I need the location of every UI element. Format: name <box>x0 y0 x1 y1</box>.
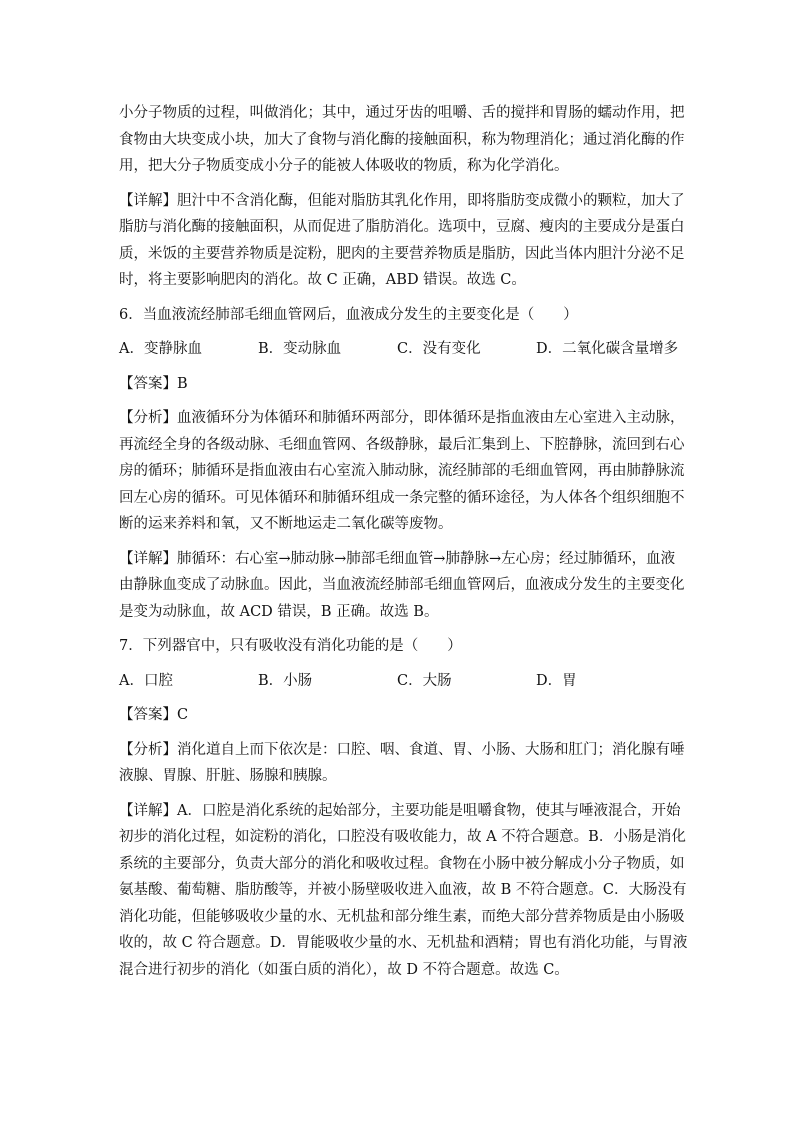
paragraph <box>119 702 675 729</box>
text-line: 回左心房的循环。可见体循环和肺循环组成一条完整的循环途径，为人体各个组织细胞不 <box>119 489 685 506</box>
answer-option: D．二氧化碳含量增多 <box>536 341 679 357</box>
answer-option: B．小肠 <box>258 672 313 689</box>
text-line: 液腺、胃腺、肝脏、肠腺和胰腺。 <box>119 768 337 784</box>
answer-option: A．变静脉血 <box>119 341 202 357</box>
paragraph <box>119 546 685 626</box>
text-line: 初步的消化过程，如淀粉的消化，口腔没有吸收能力，故 A 不符合题意。B．小肠是消化 <box>119 829 686 845</box>
text-line: 质，米饭的主要营养物质是淀粉，肥肉的主要营养物质是脂肪，因此当体内胆汁分泌不足 <box>119 245 685 262</box>
text-line: 由静脉血变成了动脉血。因此，当血液流经肺部毛细血管网后，血液成分发生的主要变化 <box>119 577 685 593</box>
text-line: 收的，故 C 符合题意。D．胃能吸收少量的水、无机盐和酒精；胃也有消化功能，与胃液 <box>119 935 688 951</box>
paragraph <box>119 302 675 329</box>
paragraph <box>119 633 675 660</box>
answer-option: C．大肠 <box>397 672 452 689</box>
text-line: 【分析】血液循环分为体循环和肺循环两部分，即体循环是指血液由左心室进入主动脉， <box>119 410 685 426</box>
text-line: 小分子物质的过程，叫做消化；其中，通过牙齿的咀嚼、舌的搅拌和胃肠的蠕动作用，把 <box>119 105 685 121</box>
answer-option: B．变动脉血 <box>258 341 342 357</box>
paragraph <box>119 737 685 790</box>
answer-option: C．没有变化 <box>397 341 481 357</box>
paragraph <box>119 371 675 398</box>
text-line: 时，将主要影响肥肉的消化。故 C 正确，ABD 错误。故选 C。 <box>119 272 526 288</box>
text-line: 【详解】A．口腔是消化系统的起始部分，主要功能是咀嚼食物，使其与唾液混合，开始 <box>119 802 681 819</box>
text-line: 断的运来养料和氧，又不断地运走二氧化碳等废物。 <box>119 516 453 532</box>
paragraph <box>119 100 685 180</box>
answer-option: A．口腔 <box>119 672 173 689</box>
text-line: 【答案】C <box>119 707 189 723</box>
document-body <box>119 100 688 991</box>
text-line: 房的循环；肺循环是指血液由右心室流入肺动脉，流经肺部的毛细血管网，再由肺静脉流 <box>119 463 685 479</box>
answer-options <box>119 668 675 695</box>
answer-option: D．胃 <box>536 672 577 689</box>
text-line: 混合进行初步的消化（如蛋白质的消化），故 D 不符合题意。故选 C。 <box>119 961 569 978</box>
paragraph <box>119 405 685 538</box>
text-line: 系统的主要部分，负责大部分的消化和吸收过程。食物在小肠中被分解成小分子物质，如 <box>119 855 685 872</box>
text-line: 脂肪与消化酶的接触面积，从而促进了脂肪消化。选项中，豆腐、瘦肉的主要成分是蛋白 <box>119 219 685 235</box>
text-line: 6．当血液流经肺部毛细血管网后，血液成分发生的主要变化是（ ） <box>119 306 578 323</box>
text-line: 【分析】消化道自上而下依次是：口腔、咽、食道、胃、小肠、大肠和肛门；消化腺有唾 <box>119 741 685 758</box>
paragraph <box>119 798 688 984</box>
text-line: 再流经全身的各级动脉、毛细血管网、各级静脉，最后汇集到上、下腔静脉，流回到右心 <box>119 436 685 453</box>
text-line: 是变为动脉血，故 ACD 错误，B 正确。故选 B。 <box>119 603 439 620</box>
text-line: 【详解】肺循环：右心室→肺动脉→肺部毛细血管→肺静脉→左心房；经过肺循环，血液 <box>119 550 676 567</box>
answer-options <box>119 336 679 363</box>
text-line: 【答案】B <box>119 375 188 392</box>
text-line: 氨基酸、葡萄糖、脂肪酸等，并被小肠壁吸收进入血液，故 B 不符合题意。C．大肠没有 <box>119 882 687 898</box>
text-line: 【详解】胆汁中不含消化酶，但能对脂肪其乳化作用，即将脂肪变成微小的颗粒，加大了 <box>119 192 685 209</box>
text-line: 7．下列器官中，只有吸收没有消化功能的是（ ） <box>119 638 462 654</box>
paragraph <box>119 188 685 294</box>
text-line: 用，把大分子物质变成小分子的能被人体吸收的物质，称为化学消化。 <box>119 158 569 174</box>
text-line: 消化功能，但能够吸收少量的水、无机盐和部分维生素，而绝大部分营养物质是由小肠吸 <box>119 908 685 925</box>
text-line: 食物由大块变成小块，加大了食物与消化酶的接触面积，称为物理消化；通过消化酶的作 <box>119 131 685 148</box>
